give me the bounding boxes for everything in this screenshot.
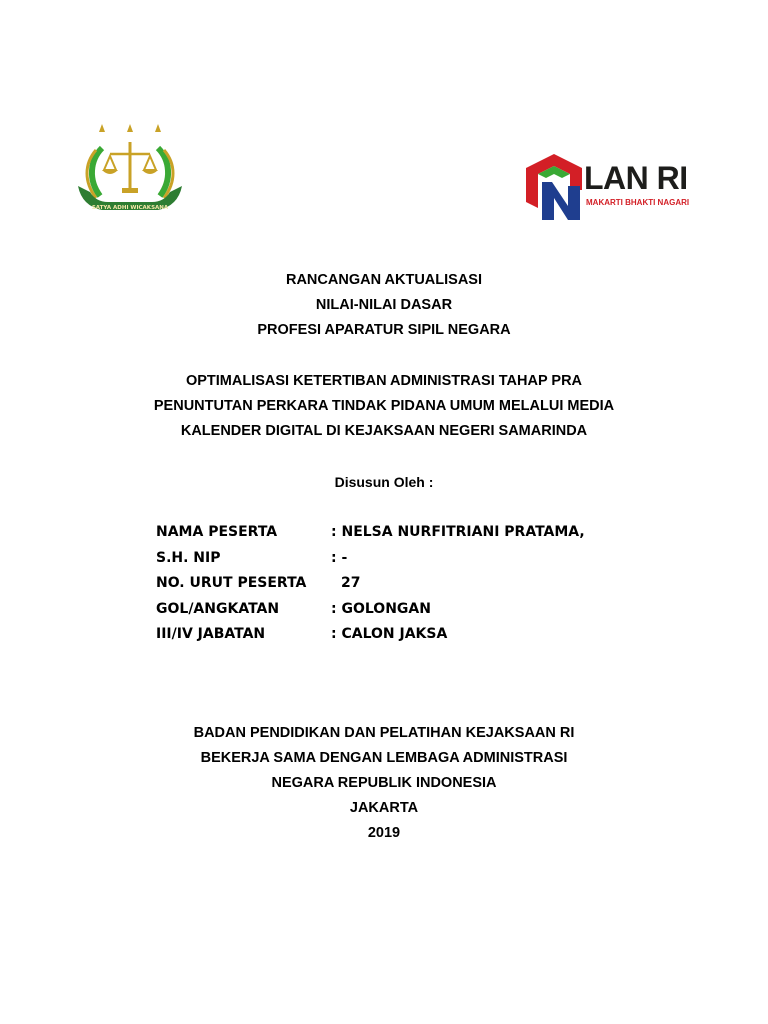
field-label: S.H. NIP xyxy=(156,550,221,566)
author-heading: Disusun Oleh : xyxy=(334,474,434,490)
field-value: : GOLONGAN xyxy=(331,601,431,617)
footer-line-1: BADAN PENDIDIKAN DAN PELATIHAN KEJAKSAAN RI xyxy=(193,725,575,741)
title-line-3: KALENDER DIGITAL DI KEJAKSAAN NEGERI SAMARINDA xyxy=(180,423,588,439)
field-label: GOL/ANGKATAN xyxy=(156,601,280,617)
title-line-1: OPTIMALISASI KETERTIBAN ADMINISTRASI TAHAP PRA xyxy=(185,373,583,389)
field-label: III/IV JABATAN xyxy=(156,626,266,642)
field-label: NO. URUT PESERTA xyxy=(156,575,307,591)
header-line-3: PROFESI APARATUR SIPIL NEGARA xyxy=(257,322,511,338)
field-value: 27 xyxy=(341,575,361,591)
title-line-2: PENUNTUTAN PERKARA TINDAK PIDANA UMUM MELALUI MEDIA xyxy=(153,398,615,414)
header-line-1: RANCANGAN AKTUALISASI xyxy=(285,272,482,288)
footer-city: JAKARTA xyxy=(349,800,419,816)
header-line-2: NILAI-NILAI DASAR xyxy=(315,297,453,313)
footer-line-3: NEGARA REPUBLIK INDONESIA xyxy=(271,775,497,791)
lan-ri-title: LAN RI xyxy=(584,160,688,196)
field-value: : - xyxy=(331,550,348,566)
footer-year: 2019 xyxy=(367,825,401,841)
lan-ri-tagline: MAKARTI BHAKTI NAGARI xyxy=(586,198,690,207)
footer-line-2: BEKERJA SAMA DENGAN LEMBAGA ADMINISTRASI xyxy=(200,750,568,766)
kejaksaan-logo xyxy=(72,120,188,222)
kejaksaan-motto: SATYA ADHI WICAKSANA xyxy=(91,205,169,211)
field-label: NAMA PESERTA xyxy=(156,524,278,540)
field-value: : CALON JAKSA xyxy=(331,626,448,642)
field-value: : NELSA NURFITRIANI PRATAMA, xyxy=(331,524,585,540)
